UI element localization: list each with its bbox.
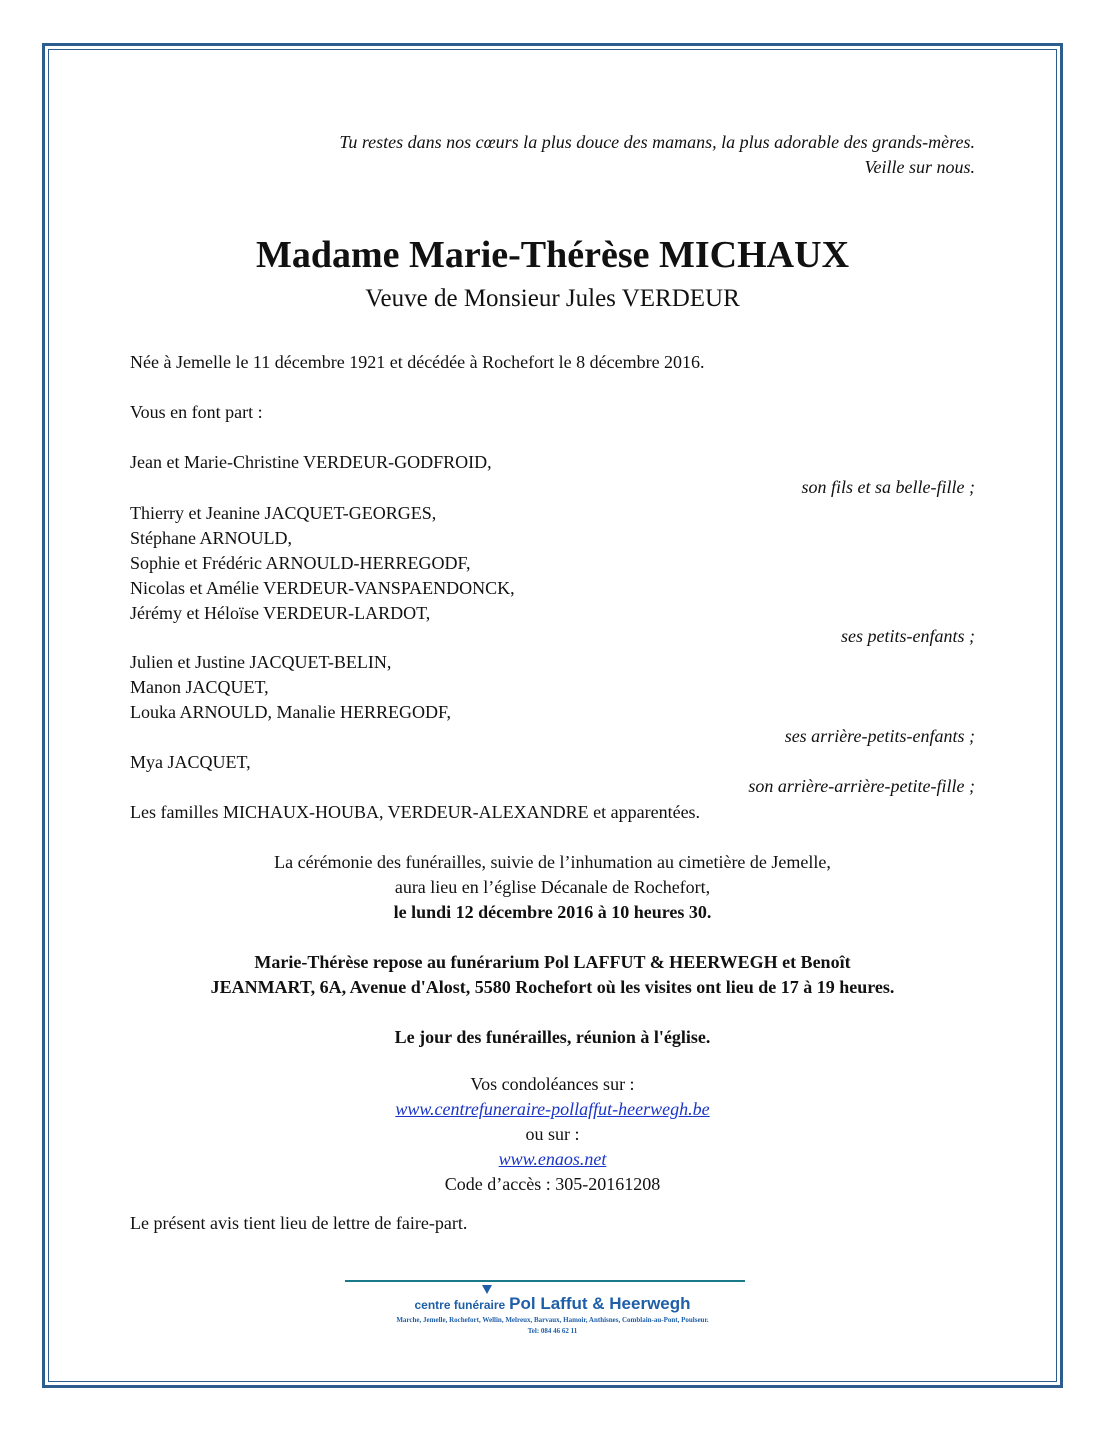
page-title: Madame Marie-Thérèse MICHAUX <box>255 234 850 276</box>
ceremony-date: le lundi 12 décembre 2016 à 10 heures 30. <box>393 902 712 922</box>
role-great-grandchildren: ses arrière-petits-enfants ; <box>784 726 975 746</box>
role-great-great: son arrière-arrière-petite-fille ; <box>748 776 975 796</box>
funerarium-block <box>0 950 1105 1000</box>
grandchildren-list <box>130 501 515 626</box>
list-item: Manon JACQUET, <box>130 677 269 697</box>
list-item: Julien et Justine JACQUET-BELIN, <box>130 652 392 672</box>
condolences-intro: Vos condoléances sur : <box>470 1074 635 1094</box>
family-son: Jean et Marie-Christine VERDEUR-GODFROID, <box>130 452 492 472</box>
subtitle: Veuve de Monsieur Jules VERDEUR <box>365 285 740 312</box>
list-item: Louka ARNOULD, Manalie HERREGODF, <box>130 702 452 722</box>
condolences-link-2[interactable]: www.enaos.net <box>498 1149 607 1169</box>
logo-small-text: centre funéraire <box>414 1298 506 1312</box>
list-item: Stéphane ARNOULD, <box>130 528 292 548</box>
announce-text: Vous en font part : <box>130 402 263 422</box>
list-item: Sophie et Frédéric ARNOULD-HERREGODF, <box>130 553 471 573</box>
epigraph-line-1: Tu restes dans nos cœurs la plus douce des mamans, la plus adorable des grands-mères. <box>339 132 975 152</box>
condolences-link-1[interactable]: www.centrefuneraire-pollaffut-heerwegh.be <box>395 1099 710 1119</box>
families-text: Les familles MICHAUX-HOUBA, VERDEUR-ALEXANDRE et apparentées. <box>130 802 701 822</box>
meeting-text: Le jour des funérailles, réunion à l'église. <box>394 1027 711 1047</box>
ceremony-block <box>0 850 1105 925</box>
logo-triangle-icon <box>482 1285 492 1294</box>
list-item: Nicolas et Amélie VERDEUR-VANSPAENDONCK, <box>130 578 515 598</box>
funerarium-line-1: Marie-Thérèse repose au funérarium Pol LAFFUT & HEERWEGH et Benoît <box>254 952 851 972</box>
funeral-home-logo <box>0 1294 1105 1314</box>
ceremony-line-1: La cérémonie des funérailles, suivie de l’inhumation au cimetière de Jemelle, <box>274 852 831 872</box>
list-item: Jérémy et Héloïse VERDEUR-LARDOT, <box>130 603 431 623</box>
logo-name: Pol Laffut & Heerwegh <box>509 1294 691 1313</box>
role-son: son fils et sa belle-fille ; <box>801 477 975 497</box>
access-code: Code d’accès : 305-20161208 <box>444 1174 661 1194</box>
great-grandchildren-list <box>130 650 451 725</box>
logo-rule <box>345 1280 745 1282</box>
role-grandchildren: ses petits-enfants ; <box>841 626 975 646</box>
condolences-block <box>0 1072 1105 1197</box>
ceremony-line-2: aura lieu en l’église Décanale de Rochefort, <box>394 877 711 897</box>
funerarium-line-2: JEANMART, 6A, Avenue d'Alost, 5580 Rochefort où les visites ont lieu de 17 à 19 heures. <box>210 977 895 997</box>
condolences-or: ou sur : <box>525 1124 580 1144</box>
epigraph <box>339 130 975 180</box>
family-great-great: Mya JACQUET, <box>130 752 251 772</box>
epigraph-line-2: Veille sur nous. <box>864 157 975 177</box>
logo-phone: Tel: 084 46 62 11 <box>527 1327 578 1335</box>
footer-note: Le présent avis tient lieu de lettre de faire-part. <box>130 1213 468 1233</box>
list-item: Thierry et Jeanine JACQUET-GEORGES, <box>130 503 437 523</box>
logo-towns: Marche, Jemelle, Rochefort, Wellin, Melreux, Barvaux, Hamoir, Anthisnes, Comblain-au-Pont, Poulseur. <box>396 1316 709 1324</box>
birth-death-text: Née à Jemelle le 11 décembre 1921 et décédée à Rochefort le 8 décembre 2016. <box>130 352 705 372</box>
